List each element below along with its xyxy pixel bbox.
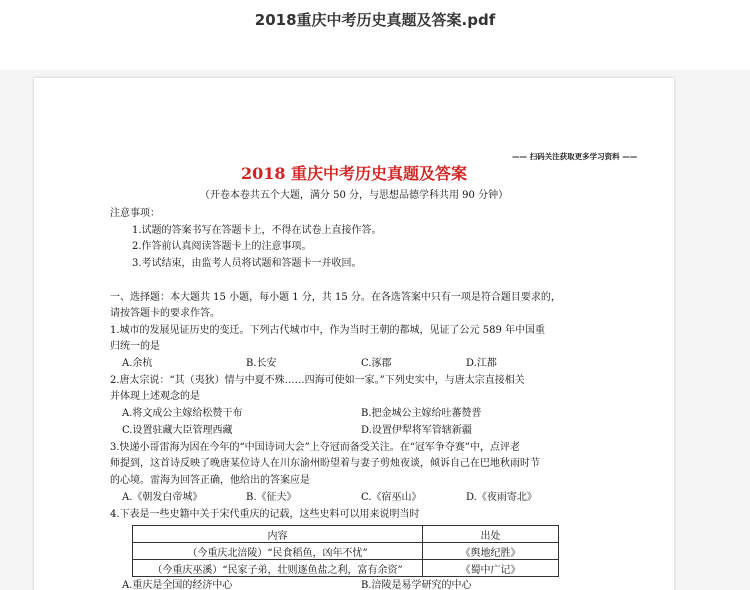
q1-option-c: C.涿郡 [361,358,392,369]
q3-option-a: A.《朝发白帝城》 [122,492,203,503]
table-row [133,543,559,560]
question-3-text-cont: 师提到，这首诗反映了晚唐某位诗人在川东渝州盼望着与妻子剪烛夜谈，倾诉自己在巴地秋雨时节 [110,458,540,469]
q2-option-b: B.把金城公主嫁给吐蕃赞普 [361,408,482,419]
section-heading-cont: 请按答题卡的要求作答。 [110,308,220,319]
question-4-text: 4.下表是一些史籍中关于宋代重庆的记载，这些史料可以用来说明当时 [110,509,420,520]
notice-item: 1.试题的答案书写在答题卡上，不得在试卷上直接作答。 [132,225,382,236]
q2-option-c: C.设置驻藏大臣管理西藏 [122,425,233,436]
table-cell: （今重庆北涪陵）“民食稻鱼，凶年不忧” [133,543,423,560]
q1-option-a: A.余杭 [122,358,153,369]
table-header-cell: 内容 [133,526,423,543]
notice-item: 3.考试结束，由监考人员将试题和答题卡一并收回。 [132,258,362,269]
page-title: 2018 重庆中考历史真题及答案 [240,164,468,183]
question-2-text: 2.唐太宗说：“其（夷狄）情与中夏不殊……四海可使如一家。”下列史实中，与唐太宗直接相关 [110,375,525,386]
q1-option-b: B.长安 [246,358,277,369]
question-2-text-cont: 并体现上述观念的是 [110,391,200,402]
q4-option-a: A.重庆是全国的经济中心 [122,580,233,590]
table-header-row [133,526,559,543]
q2-option-a: A.将文成公主嫁给松赞干布 [122,408,243,419]
q3-option-c: C.《宿巫山》 [361,492,422,503]
question-1-text: 1.城市的发展见证历史的变迁。下列古代城市中，作为当时王朝的都城，见证了公元 589 年中国重 [110,325,545,336]
question-1-text-cont: 归统一的是 [110,341,160,352]
viewer-header [0,0,750,70]
table-row [133,560,559,577]
table-cell: （今重庆巫溪）“民家子弟，壮则逐鱼盐之利，富有余资” [133,560,423,577]
scan-note: —— 扫码关注获取更多学习资料 —— [512,152,638,161]
table-cell: 《舆地纪胜》 [423,543,559,560]
document-file-title: 2018重庆中考历史真题及答案.pdf [254,11,496,29]
q4-option-b: B.涪陵是易学研究的中心 [361,580,472,590]
notice-heading: 注意事项： [110,208,160,219]
question-3-text: 3.快递小哥雷海为因在今年的“中国诗词大会”上夺冠而备受关注。在“冠军争夺赛”中，点评老 [110,442,520,453]
q2-option-d: D.设置伊犁将军管辖新疆 [361,425,472,436]
table-cell: 《蜀中广记》 [423,560,559,577]
notice-item: 2.作答前认真阅读答题卡上的注意事项。 [132,241,312,252]
history-source-table [132,525,559,577]
q1-option-d: D.江都 [466,358,497,369]
exam-subtitle: （开卷本卷共五个大题，满分 50 分，与思想品德学科共用 90 分钟） [199,190,509,201]
q3-option-d: D.《夜雨寄北》 [466,492,537,503]
pdf-page [34,78,674,590]
question-3-text-cont: 的心境。雷海为回答正确，他给出的答案应是 [110,475,310,486]
q3-option-b: B.《征夫》 [246,492,297,503]
section-heading: 一、选择题：本大题共 15 小题，每小题 1 分，共 15 分。在各选答案中只有一项是符合题目要求的， [110,292,561,303]
table-header-cell: 出处 [423,526,559,543]
